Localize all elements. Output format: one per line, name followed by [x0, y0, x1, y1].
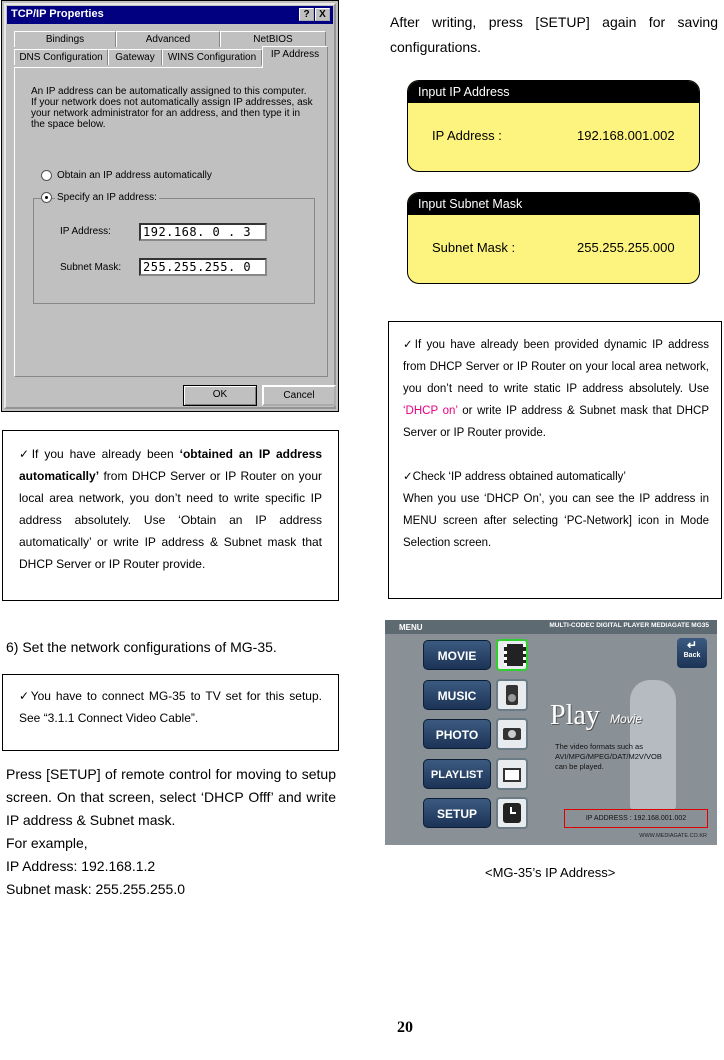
page-number: 20 [397, 1019, 413, 1036]
dialog-title: TCP/IP Properties [11, 8, 104, 20]
ip-address-readout: IP ADDRESS : 192.168.001.002 [564, 809, 708, 828]
example-label: For example, [6, 835, 88, 851]
check-icon: ✓ [403, 339, 415, 351]
description-line: The video formats such as [555, 742, 643, 751]
dhcp-paragraph [403, 334, 709, 444]
ip-address-panel-value: 192.168.001.002 [577, 128, 675, 143]
cancel-button[interactable]: Cancel [262, 385, 336, 406]
note-dhcp [388, 321, 722, 599]
note-obtain-automatically [2, 430, 339, 601]
tab-dns-configuration[interactable]: DNS Configuration [14, 49, 108, 65]
example-ip: IP Address: 192.168.1.2 [6, 858, 156, 874]
tab-wins-configuration[interactable]: WINS Configuration [162, 49, 262, 65]
specify-ip-group [33, 198, 315, 304]
playlist-button[interactable]: PLAYLIST [423, 759, 491, 789]
ip-address-field[interactable]: 192.168. 0 . 3 [139, 223, 267, 241]
note1-post: from DHCP Server or IP Router on your local area network, you don’t need to write specific IP address absolutely. Use ‘Obtain an IP address automatically’ or write IP address & Subnet mask that DHCP Server or IP Router provide. [19, 469, 322, 571]
description-line: can be played. [555, 762, 604, 771]
intro-line: If your network does not automatically assign IP addresses, ask [31, 97, 313, 108]
saving-instructions: After writing, press [SETUP] again for saving configurations. [390, 14, 718, 55]
subnet-mask-panel-value: 255.255.255.000 [577, 240, 675, 255]
obtain-ip-label: Obtain an IP address automatically [57, 170, 212, 181]
intro-line: your network administrator for an address, and then type it in [31, 108, 301, 119]
format-description [555, 742, 662, 772]
instruction-paragraph: Press [SETUP] of remote control for moving to setup screen. On that screen, select ‘DHCP Offf’ and write IP address & Subnet mask. [6, 766, 336, 828]
back-button[interactable] [677, 638, 707, 668]
back-label: Back [683, 652, 701, 659]
input-subnet-mask-title: Input Subnet Mask [408, 193, 699, 215]
obtain-ip-radio[interactable] [41, 170, 52, 181]
mg35-header: MULTI-CODEC DIGITAL PLAYER MEDIAGATE MG35 [549, 622, 709, 629]
playlist-box-icon [496, 758, 528, 790]
check-icon: ✓ [19, 447, 32, 461]
clock-icon [496, 797, 528, 829]
tab-advanced[interactable]: Advanced [116, 31, 220, 47]
dialog-titlebar [7, 6, 333, 24]
tcpip-dialog [4, 3, 336, 409]
mg35-menu-screenshot [385, 620, 717, 845]
specify-ip-radio[interactable] [41, 192, 52, 203]
note2-text: You have to connect MG-35 to TV set for this setup. See “3.1.1 Connect Video Cable”. [19, 689, 322, 725]
note3-post: or write IP address & Subnet mask that DHCP Server or IP Router provide. [403, 405, 709, 439]
ip-address-label: IP Address: [60, 226, 111, 237]
subnet-mask-label: Subnet Mask: [60, 262, 122, 273]
setup-instructions [6, 763, 336, 901]
movie-subtitle: Movie [610, 712, 643, 726]
note1-bold: ‘obtained an IP address automatically’ [19, 447, 322, 483]
mg35-menu-label: MENU [399, 623, 423, 632]
intro-line: An IP address can be automatically assigned to this computer. [31, 86, 307, 97]
figure-caption: <MG-35’s IP Address> [485, 865, 616, 880]
check-icon: ✓ [403, 471, 413, 483]
intro-line: the space below. [31, 119, 106, 130]
intro-text [31, 86, 313, 130]
tcpip-dialog-screenshot [1, 0, 339, 412]
input-ip-address-panel [407, 80, 700, 172]
check-auto-line [403, 466, 709, 488]
example-mask: Subnet mask: 255.255.255.0 [6, 881, 186, 897]
ip-address-panel-label: IP Address : [432, 128, 502, 143]
subnet-mask-panel-label: Subnet Mask : [432, 240, 516, 255]
note1-pre: If you have already been [31, 447, 180, 461]
step-6-heading: 6) Set the network configurations of MG-35. [6, 639, 277, 655]
specify-ip-label: Specify an IP address: [57, 192, 157, 203]
help-button[interactable]: ? [299, 8, 314, 21]
subnet-mask-field[interactable]: 255.255.255. 0 [139, 258, 267, 276]
back-arrow-icon: ↵ [686, 638, 698, 652]
play-title: Play [550, 700, 600, 731]
tab-netbios[interactable]: NetBIOS [220, 31, 326, 47]
input-ip-address-title: Input IP Address [408, 81, 699, 103]
setup-button[interactable]: SETUP [423, 798, 491, 828]
check-icon: ✓ [19, 689, 31, 703]
movie-button[interactable]: MOVIE [423, 640, 491, 670]
ip-address-panel [14, 67, 328, 377]
speaker-icon [496, 679, 528, 711]
dhcp-on-highlight: ‘DHCP on’ [403, 405, 458, 417]
check-auto-text: Check ‘IP address obtained automatically’ [412, 471, 626, 483]
mediagate-url: WWW.MEDIAGATE.CO.KR [639, 833, 707, 839]
camera-icon [496, 718, 528, 750]
tab-bindings[interactable]: Bindings [14, 31, 116, 47]
ok-button[interactable]: OK [183, 385, 257, 406]
description-line: AVI/MPG/MPEG/DAT/M2V/VOB [555, 752, 662, 761]
close-button[interactable]: X [315, 8, 330, 21]
note-connect-tv [2, 674, 339, 751]
tab-gateway[interactable]: Gateway [108, 49, 162, 65]
tab-ip-address[interactable]: IP Address [262, 46, 328, 68]
dhcp-on-paragraph: When you use ‘DHCP On’, you can see the IP address in MENU screen after selecting ‘PC-Network] icon in Mode Selection screen. [403, 493, 709, 549]
input-subnet-mask-panel [407, 192, 700, 284]
note3-pre: If you have already been provided dynamic IP address from DHCP Server or IP Router on your local area network, you don’t need to write static IP address absolutely. Use [403, 339, 709, 395]
music-button[interactable]: MUSIC [423, 680, 491, 710]
film-icon [496, 639, 528, 671]
photo-button[interactable]: PHOTO [423, 719, 491, 749]
